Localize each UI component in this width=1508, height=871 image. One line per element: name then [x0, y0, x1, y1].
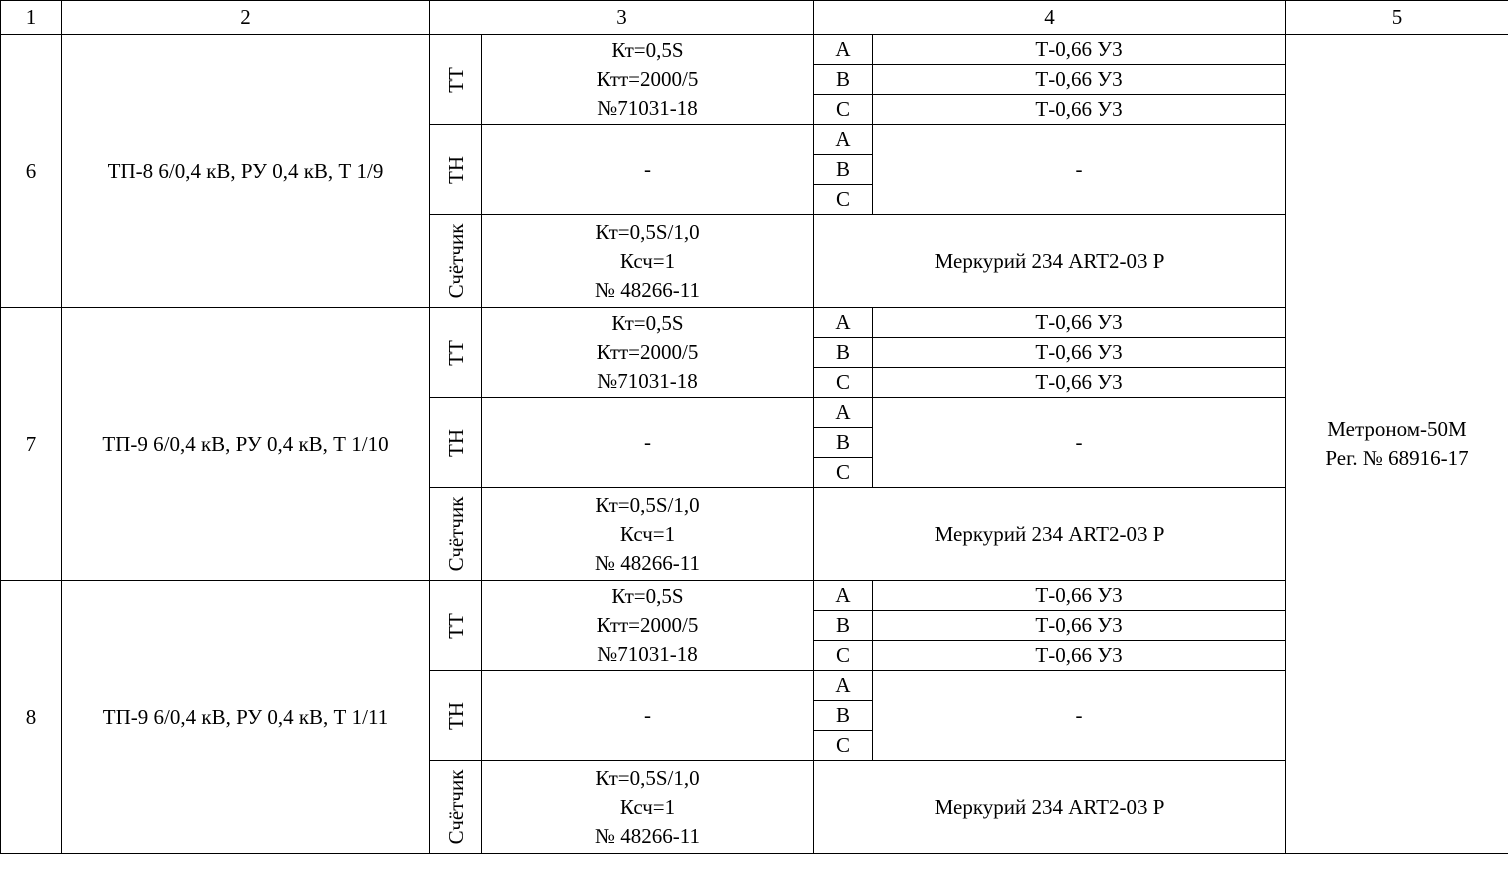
- tt-type: Т-0,66 У3: [873, 35, 1286, 65]
- tn-type: -: [873, 398, 1286, 488]
- row-number: 7: [1, 308, 62, 581]
- header-row: [1, 1, 1508, 35]
- tt-type: Т-0,66 У3: [873, 581, 1286, 611]
- connection-name: ТП-9 6/0,4 кВ, РУ 0,4 кВ, Т 1/10: [62, 308, 430, 581]
- tt-type: Т-0,66 У3: [873, 368, 1286, 398]
- header-cell-2: 2: [62, 1, 430, 35]
- tt-phase: B: [814, 65, 873, 95]
- row-number: 6: [1, 35, 62, 308]
- tt-phase: B: [814, 611, 873, 641]
- meter-param-line: Кт=0,5S/1,0: [595, 765, 700, 790]
- tn-params: -: [482, 125, 814, 215]
- header-cell-5: 5: [1286, 1, 1508, 35]
- tn-phase: A: [814, 671, 873, 701]
- tt-label: ТТ: [443, 339, 468, 366]
- tn-label: ТН: [443, 428, 468, 457]
- tn-type: -: [873, 125, 1286, 215]
- measurement-system-reg: Рег. № 68916-17: [1325, 446, 1469, 470]
- meter-params: [482, 761, 814, 854]
- tt-phase: C: [814, 368, 873, 398]
- tt-type: Т-0,66 У3: [873, 641, 1286, 671]
- tt-label-cell: [430, 35, 482, 125]
- tt-phase: A: [814, 581, 873, 611]
- tt-phase: A: [814, 308, 873, 338]
- header-cell-3: 3: [430, 1, 814, 35]
- tn-label-cell: [430, 125, 482, 215]
- tt-phase: C: [814, 95, 873, 125]
- tt-param-line: №71031-18: [597, 369, 698, 393]
- tn-phase: C: [814, 185, 873, 215]
- table-row: [1, 581, 1508, 611]
- meter-type: Меркурий 234 ART2-03 P: [814, 761, 1286, 854]
- tt-phase: A: [814, 35, 873, 65]
- tt-params: [482, 581, 814, 671]
- tt-param-line: Кт=0,5S: [611, 584, 684, 608]
- meter-label: Счётчик: [443, 769, 468, 845]
- tt-param-line: №71031-18: [597, 96, 698, 120]
- measurement-system-cell: [1286, 35, 1508, 854]
- tn-phase: C: [814, 731, 873, 761]
- meter-params: [482, 488, 814, 581]
- tt-param-line: Ктт=2000/5: [596, 340, 699, 364]
- meter-params: [482, 215, 814, 308]
- meter-param-line: Ксч=1: [619, 794, 676, 819]
- tt-params: [482, 308, 814, 398]
- table-row: [1, 35, 1508, 65]
- tt-type: Т-0,66 У3: [873, 338, 1286, 368]
- tt-param-line: Ктт=2000/5: [596, 613, 699, 637]
- row-number: 8: [1, 581, 62, 854]
- table-row: [1, 308, 1508, 338]
- tt-type: Т-0,66 У3: [873, 95, 1286, 125]
- tt-type: Т-0,66 У3: [873, 611, 1286, 641]
- tt-label: ТТ: [443, 612, 468, 639]
- tt-label-cell: [430, 581, 482, 671]
- meter-param-line: Ксч=1: [619, 521, 676, 546]
- meter-label: Счётчик: [443, 223, 468, 299]
- tt-param-line: Кт=0,5S: [611, 38, 684, 62]
- meter-param-line: № 48266-11: [595, 823, 700, 848]
- connection-name: ТП-9 6/0,4 кВ, РУ 0,4 кВ, Т 1/11: [62, 581, 430, 854]
- meter-param-line: Ксч=1: [619, 248, 676, 273]
- tn-params: -: [482, 671, 814, 761]
- meter-label-cell: [430, 761, 482, 854]
- meter-param-line: Кт=0,5S/1,0: [595, 219, 700, 244]
- tn-phase: B: [814, 155, 873, 185]
- tn-type: -: [873, 671, 1286, 761]
- meter-label-cell: [430, 488, 482, 581]
- meter-param-line: № 48266-11: [595, 550, 700, 575]
- header-cell-1: 1: [1, 1, 62, 35]
- tt-param-line: Ктт=2000/5: [596, 67, 699, 91]
- tn-phase: A: [814, 125, 873, 155]
- header-cell-4: 4: [814, 1, 1286, 35]
- tn-params: -: [482, 398, 814, 488]
- tn-label: ТН: [443, 701, 468, 730]
- tt-params: [482, 35, 814, 125]
- meter-type: Меркурий 234 ART2-03 P: [814, 488, 1286, 581]
- connection-name: ТП-8 6/0,4 кВ, РУ 0,4 кВ, Т 1/9: [62, 35, 430, 308]
- tn-label: ТН: [443, 155, 468, 184]
- tn-phase: B: [814, 701, 873, 731]
- meter-param-line: № 48266-11: [595, 277, 700, 302]
- tt-type: Т-0,66 У3: [873, 308, 1286, 338]
- meter-label: Счётчик: [443, 496, 468, 572]
- tt-param-line: Кт=0,5S: [611, 311, 684, 335]
- tn-phase: B: [814, 428, 873, 458]
- meter-label-cell: [430, 215, 482, 308]
- meter-type: Меркурий 234 ART2-03 P: [814, 215, 1286, 308]
- tt-type: Т-0,66 У3: [873, 65, 1286, 95]
- tn-label-cell: [430, 398, 482, 488]
- tt-label-cell: [430, 308, 482, 398]
- tn-phase: A: [814, 398, 873, 428]
- tt-phase: C: [814, 641, 873, 671]
- meter-param-line: Кт=0,5S/1,0: [595, 492, 700, 517]
- tt-phase: B: [814, 338, 873, 368]
- tn-phase: C: [814, 458, 873, 488]
- measurement-system: Метроном-50М: [1327, 417, 1467, 441]
- tt-param-line: №71031-18: [597, 642, 698, 666]
- tn-label-cell: [430, 671, 482, 761]
- tt-label: ТТ: [443, 66, 468, 93]
